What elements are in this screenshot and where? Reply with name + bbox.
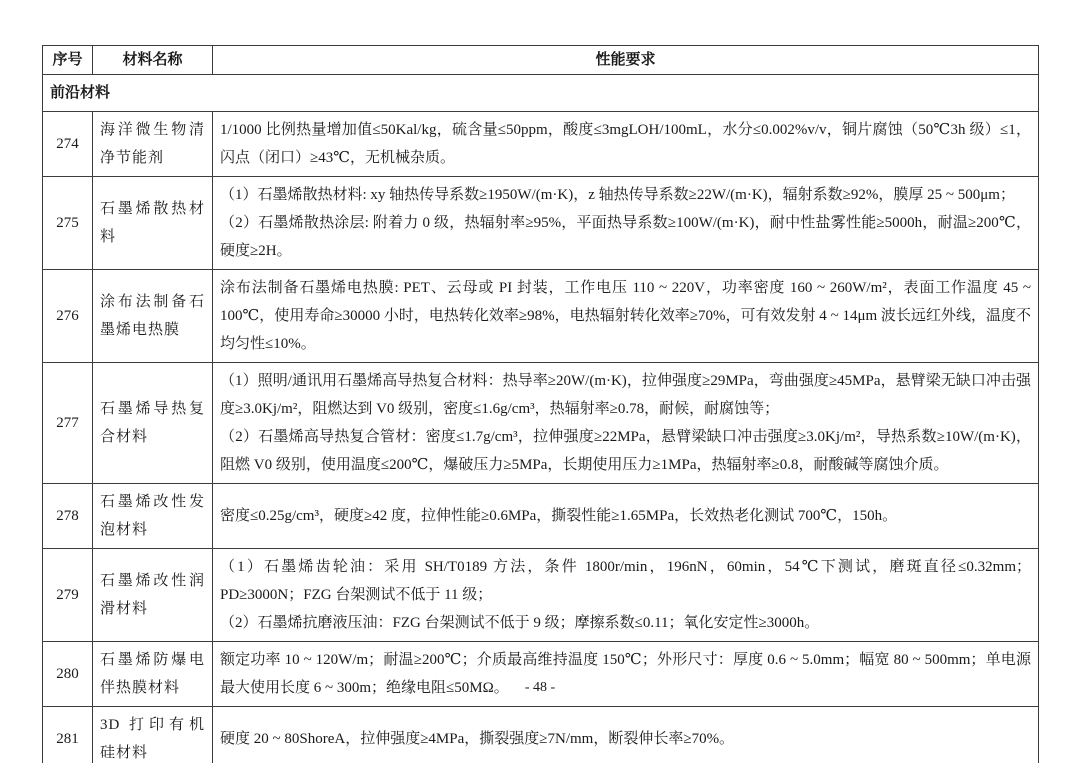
row-material-name: 涂布法制备石墨烯电热膜 <box>93 270 213 363</box>
row-material-name: 石墨烯防爆电伴热膜材料 <box>93 642 213 707</box>
req-paragraph: （1）石墨烯齿轮油：采用 SH/T0189 方法，条件 1800r/min，196nN，60min，54℃下测试，磨斑直径≤0.32mm；PD≥3000N；FZG 台架测试不低于 11 级； <box>220 559 1031 603</box>
req-paragraph: 涂布法制备石墨烯电热膜: PET、云母或 PI 封装，工作电压 110 ~ 220V，功率密度 160 ~ 260W/m²，表面工作温度 45 ~ 100℃，使用寿命≥30000 小时，电热转化效率≥98%，电热辐射转化效率≥70%，可有效发射 4 ~ 14μm 波长远红外线，温度不均匀性≤10%。 <box>220 280 1031 352</box>
section-title: 前沿材料 <box>43 75 1039 112</box>
row-serial: 279 <box>43 549 93 642</box>
row-performance-req <box>213 549 1039 642</box>
row-material-name: 海洋微生物清净节能剂 <box>93 112 213 177</box>
row-serial: 278 <box>43 484 93 549</box>
req-paragraph: （1）石墨烯散热材料: xy 轴热传导系数≥1950W/(m·K)，z 轴热传导系数≥22W/(m·K)，辐射系数≥92%，膜厚 25 ~ 500μm； <box>220 187 1015 203</box>
row-serial: 277 <box>43 363 93 484</box>
materials-spec-table <box>42 45 1039 763</box>
row-serial: 281 <box>43 707 93 763</box>
req-paragraph: 硬度 20 ~ 80ShoreA，拉伸强度≥4MPa，撕裂强度≥7N/mm，断裂伸长率≥70%。 <box>220 731 735 747</box>
row-material-name: 石墨烯散热材料 <box>93 177 213 270</box>
row-material-name: 石墨烯改性润滑材料 <box>93 549 213 642</box>
row-performance-req <box>213 642 1039 707</box>
table-row <box>43 707 1039 763</box>
row-performance-req <box>213 270 1039 363</box>
table-row <box>43 484 1039 549</box>
row-performance-req <box>213 363 1039 484</box>
row-serial: 275 <box>43 177 93 270</box>
req-paragraph: （1）照明/通讯用石墨烯高导热复合材料：热导率≥20W/(m·K)，拉伸强度≥29MPa，弯曲强度≥45MPa，悬臂梁无缺口冲击强度≥3.0Kj/m²，阻燃达到 V0 级别，密度≤1.6g/cm³，热辐射率≥0.78，耐候，耐腐蚀等； <box>220 373 1031 417</box>
table-row <box>43 270 1039 363</box>
section-row <box>43 75 1039 112</box>
req-paragraph: （2）石墨烯抗磨液压油：FZG 台架测试不低于 9 级；摩擦系数≤0.11；氧化安定性≥3000h。 <box>220 615 820 631</box>
header-row <box>43 46 1039 75</box>
row-serial: 280 <box>43 642 93 707</box>
row-serial: 276 <box>43 270 93 363</box>
req-paragraph: 密度≤0.25g/cm³，硬度≥42 度，拉伸性能≥0.6MPa，撕裂性能≥1.65MPa，长效热老化测试 700℃，150h。 <box>220 508 898 524</box>
table-body <box>43 75 1039 763</box>
table-row <box>43 549 1039 642</box>
table-row <box>43 177 1039 270</box>
req-paragraph: 1/1000 比例热量增加值≤50Kal/kg，硫含量≤50ppm，酸度≤3mgLOH/100mL，水分≤0.002%v/v，铜片腐蚀（50℃3h 级）≤1，闪点（闭口）≥43℃，无机械杂质。 <box>220 122 1031 166</box>
page-number: - 48 - <box>524 680 556 695</box>
header-material-name: 材料名称 <box>93 46 213 75</box>
table-row <box>43 112 1039 177</box>
req-paragraph: 额定功率 10 ~ 120W/m；耐温≥200℃；介质最高维持温度 150℃；外形尺寸：厚度 0.6 ~ 5.0mm；幅宽 80 ~ 500mm；单电源最大使用长度 6 ~ 300m；绝缘电阻≤50MΩ。 <box>220 652 1031 696</box>
row-performance-req <box>213 177 1039 270</box>
header-serial: 序号 <box>43 46 93 75</box>
row-performance-req <box>213 484 1039 549</box>
row-material-name: 3D 打印有机硅材料 <box>93 707 213 763</box>
table-row <box>43 363 1039 484</box>
req-paragraph: （2）石墨烯高导热复合管材：密度≤1.7g/cm³，拉伸强度≥22MPa，悬臂梁缺口冲击强度≥3.0Kj/m²，导热系数≥10W/(m·K)，阻燃 V0 级别，使用温度≤200℃，爆破压力≥5MPa，长期使用压力≥1MPa，热辐射率≥0.8，耐酸碱等腐蚀介质。 <box>220 429 1031 473</box>
table-row <box>43 642 1039 707</box>
row-performance-req <box>213 707 1039 763</box>
row-material-name: 石墨烯导热复合材料 <box>93 363 213 484</box>
header-performance-req: 性能要求 <box>213 46 1039 75</box>
table-header <box>43 46 1039 75</box>
row-material-name: 石墨烯改性发泡材料 <box>93 484 213 549</box>
req-paragraph: （2）石墨烯散热涂层: 附着力 0 级，热辐射率≥95%，平面热导系数≥100W/(m·K)，耐中性盐雾性能≥5000h，耐温≥200℃，硬度≥2H。 <box>220 215 1031 259</box>
row-performance-req <box>213 112 1039 177</box>
row-serial: 274 <box>43 112 93 177</box>
